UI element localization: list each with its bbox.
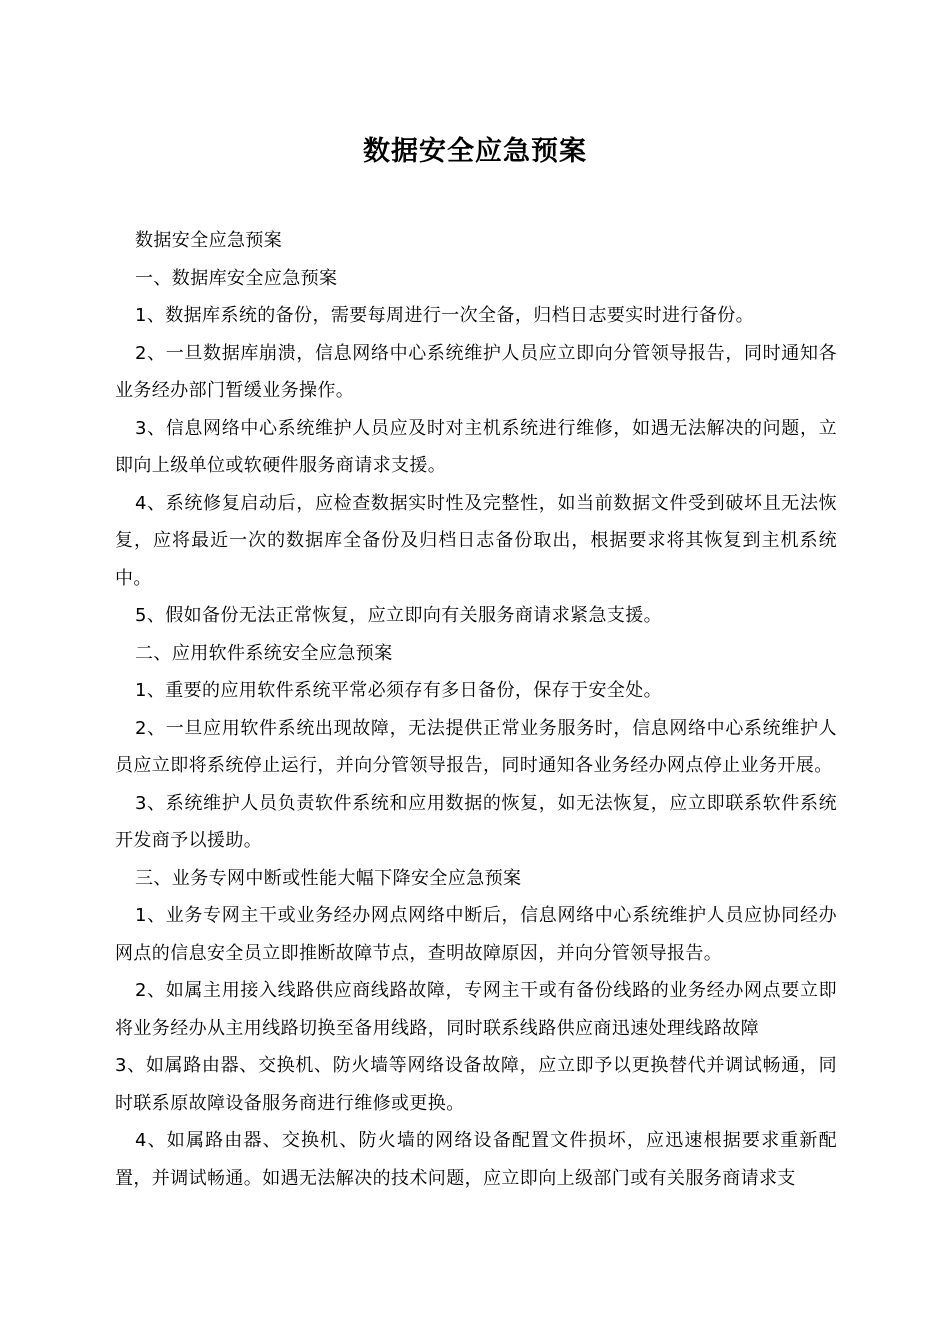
paragraph-db-4: 4、系统修复启动后，应检查数据实时性及完整性，如当前数据文件受到破坏且无法恢复，应将最近一次的数据库全备份及归档日志备份取出，根据要求将其恢复到主机系统中。 [115, 492, 837, 589]
paragraph-db-1: 1、数据库系统的备份，需要每周进行一次全备，归档日志要实时进行备份。 [135, 305, 755, 326]
paragraph-sw-2: 2、一旦应用软件系统出现故障，无法提供正常业务服务时，信息网络中心系统维护人员应立即将系统停止运行，并向分管领导报告，同时通知各业务经办网点停止业务开展。 [115, 717, 837, 776]
paragraph-sw-3: 3、系统维护人员负责软件系统和应用数据的恢复，如无法恢复，应立即联系软件系统开发商予以援助。 [115, 792, 837, 851]
paragraph-net-2: 2、如属主用接入线路供应商线路故障，专网主干或有备份线路的业务经办网点要立即将业务经办从主用线路切换至备用线路，同时联系线路供应商迅速处理线路故障 [115, 980, 837, 1039]
paragraph-net-3: 3、如属路由器、交换机、防火墙等网络设备故障，应立即予以更换替代并调试畅通，同时联系原故障设备服务商进行维修或更换。 [115, 1055, 837, 1114]
paragraph-db-2: 2、一旦数据库崩溃，信息网络中心系统维护人员应立即向分管领导报告，同时通知各业务经办部门暂缓业务操作。 [115, 342, 837, 401]
paragraph-subtitle: 数据安全应急预案 [135, 230, 283, 251]
section-heading-database: 一、数据库安全应急预案 [135, 267, 338, 289]
document-title: 数据安全应急预案 [363, 136, 587, 167]
section-heading-network: 三、业务专网中断或性能大幅下降安全应急预案 [135, 867, 522, 889]
section-heading-software: 二、应用软件系统安全应急预案 [135, 642, 393, 664]
paragraph-net-4: 4、如属路由器、交换机、防火墙的网络设备配置文件损坏，应迅速根据要求重新配置，并调试畅通。如遇无法解决的技术问题，应立即向上级部门或有关服务商请求支 [115, 1130, 837, 1189]
paragraph-db-5: 5、假如备份无法正常恢复，应立即向有关服务商请求紧急支援。 [135, 605, 663, 626]
paragraph-sw-1: 1、重要的应用软件系统平常必须存有多日备份，保存于安全处。 [135, 680, 663, 701]
paragraph-net-1: 1、业务专网主干或业务经办网点网络中断后，信息网络中心系统维护人员应协同经办网点的信息安全员立即推断故障节点，查明故障原因，并向分管领导报告。 [115, 905, 837, 964]
paragraph-db-3: 3、信息网络中心系统维护人员应及时对主机系统进行维修，如遇无法解决的问题，立即向上级单位或软硬件服务商请求支援。 [115, 417, 837, 476]
document-body [115, 222, 837, 1197]
